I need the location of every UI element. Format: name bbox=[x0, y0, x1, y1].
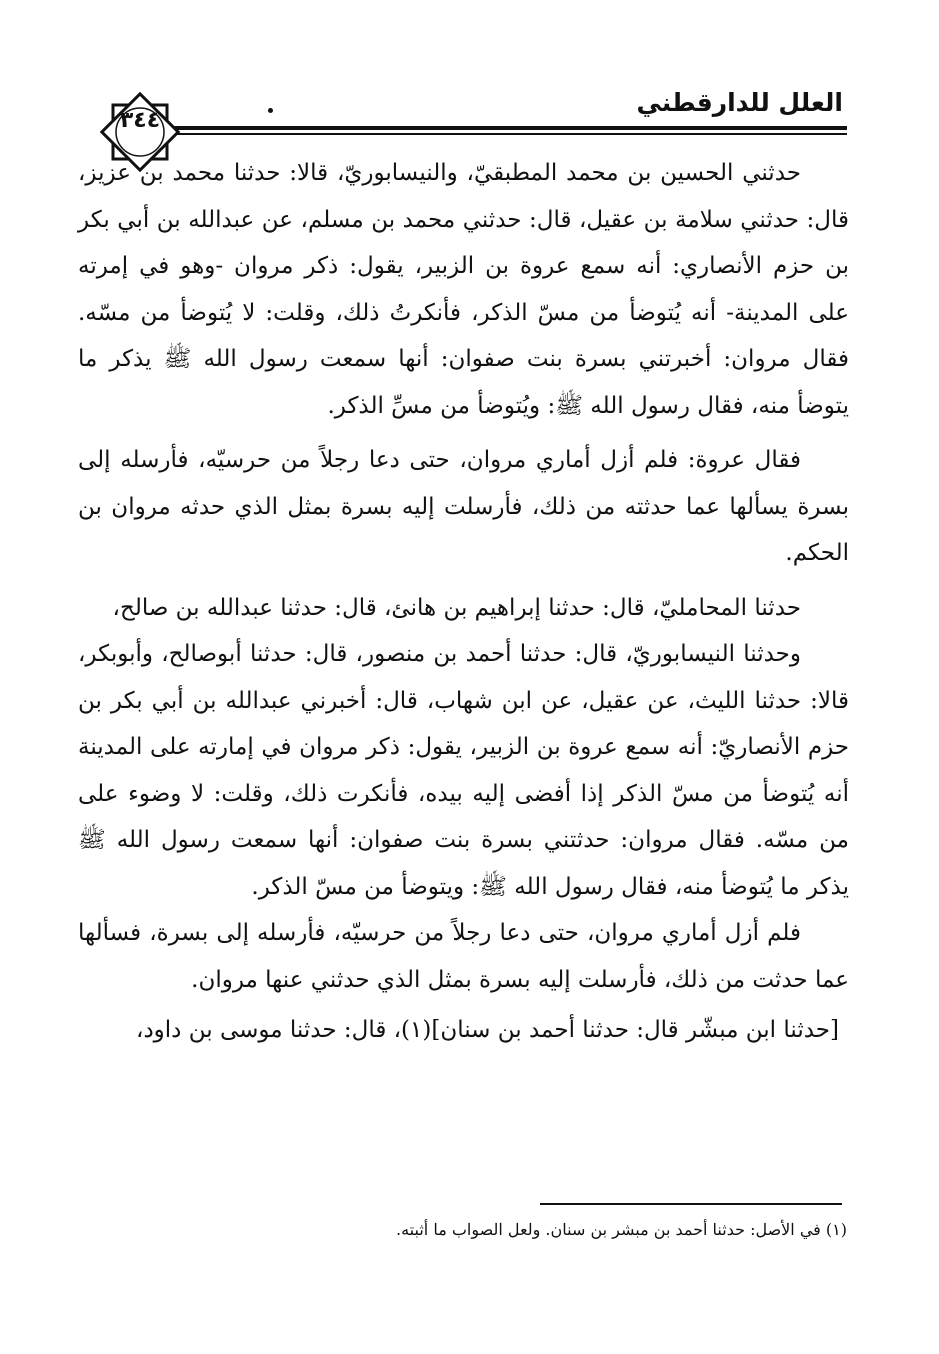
page-number: ٣٤٤ bbox=[119, 108, 161, 133]
main-text bbox=[78, 150, 849, 1054]
paragraph-4: وحدثنا النيسابوريّ، قال: حدثنا أحمد بن منصور، قال: حدثنا أبوصالح، وأبوبكر، قالا: حدثنا الليث، عن عقيل، عن ابن شهاب، قال: أخبرني عبدالله بن أبي بكر بن حزم الأنصاريّ: أنه سمع عروة بن الزبير، يقول: ذكر مروان في إمارته على المدينة أنه يُتوضأ من مسّ الذكر إذا أفضى إليه بيده، فأنكرت ذلك، وقلت: لا وضوء على من مسّه. فقال مروان: حدثتني بسرة بنت صفوان: أنها سمعت رسول الله ﷺ يذكر ما يُتوضأ منه، فقال رسول الله ﷺ: ويتوضأ من مسّ الذكر. bbox=[78, 641, 849, 900]
paragraph-1: حدثني الحسين بن محمد المطبقيّ، والنيسابوريّ، قالا: حدثنا محمد بن عزيز، قال: حدثني سلامة بن عقيل، قال: حدثني محمد بن مسلم، عن عبدالله بن أبي بكر بن حزم الأنصاري: أنه سمع عروة بن الزبير، يقول: ذكر مروان -وهو في إمرته على المدينة- أنه يُتوضأ من مسّ الذكر، فأنكرتُ ذلك، وقلت: لا يُتوضأ من مسّه. فقال مروان: أخبرتني بسرة بنت صفوان: أنها سمعت رسول الله ﷺ يذكر ما يتوضأ منه، فقال رسول الله ﷺ: ويُتوضأ من مسِّ الذكر. bbox=[78, 160, 849, 419]
running-header-title: العلل للدارقطني bbox=[636, 88, 843, 117]
paragraph-2: فقال عروة: فلم أزل أماري مروان، حتى دعا رجلاً من حرسيّه، فأرسله إلى بسرة يسألها عما حدثته من ذلك، فأرسلت إليه بسرة بمثل الذي حدثه مروان بن الحكم. bbox=[78, 447, 849, 566]
header-rule-thin bbox=[150, 133, 847, 135]
header-dot bbox=[268, 108, 273, 113]
paragraph-6: [حدثنا ابن مبشّر قال: حدثنا أحمد بن سنان](١)، قال: حدثنا موسى بن داود، bbox=[136, 1017, 839, 1043]
header-rule-thick bbox=[150, 126, 847, 130]
paragraph-3: حدثنا المحامليّ، قال: حدثنا إبراهيم بن هانئ، قال: حدثنا عبدالله بن صالح، bbox=[112, 594, 801, 621]
footnote-separator bbox=[540, 1203, 842, 1205]
footnote-1: (١) في الأصل: حدثنا أحمد بن مبشر بن سنان. ولعل الصواب ما أثبته. bbox=[396, 1220, 847, 1239]
paragraph-5: فلم أزل أماري مروان، حتى دعا رجلاً من حرسيّه، فأرسله إلى بسرة، فسألها عما حدثت من ذلك، فأرسلت إليه بسرة بمثل الذي حدثني عنها مروان. bbox=[78, 920, 849, 993]
